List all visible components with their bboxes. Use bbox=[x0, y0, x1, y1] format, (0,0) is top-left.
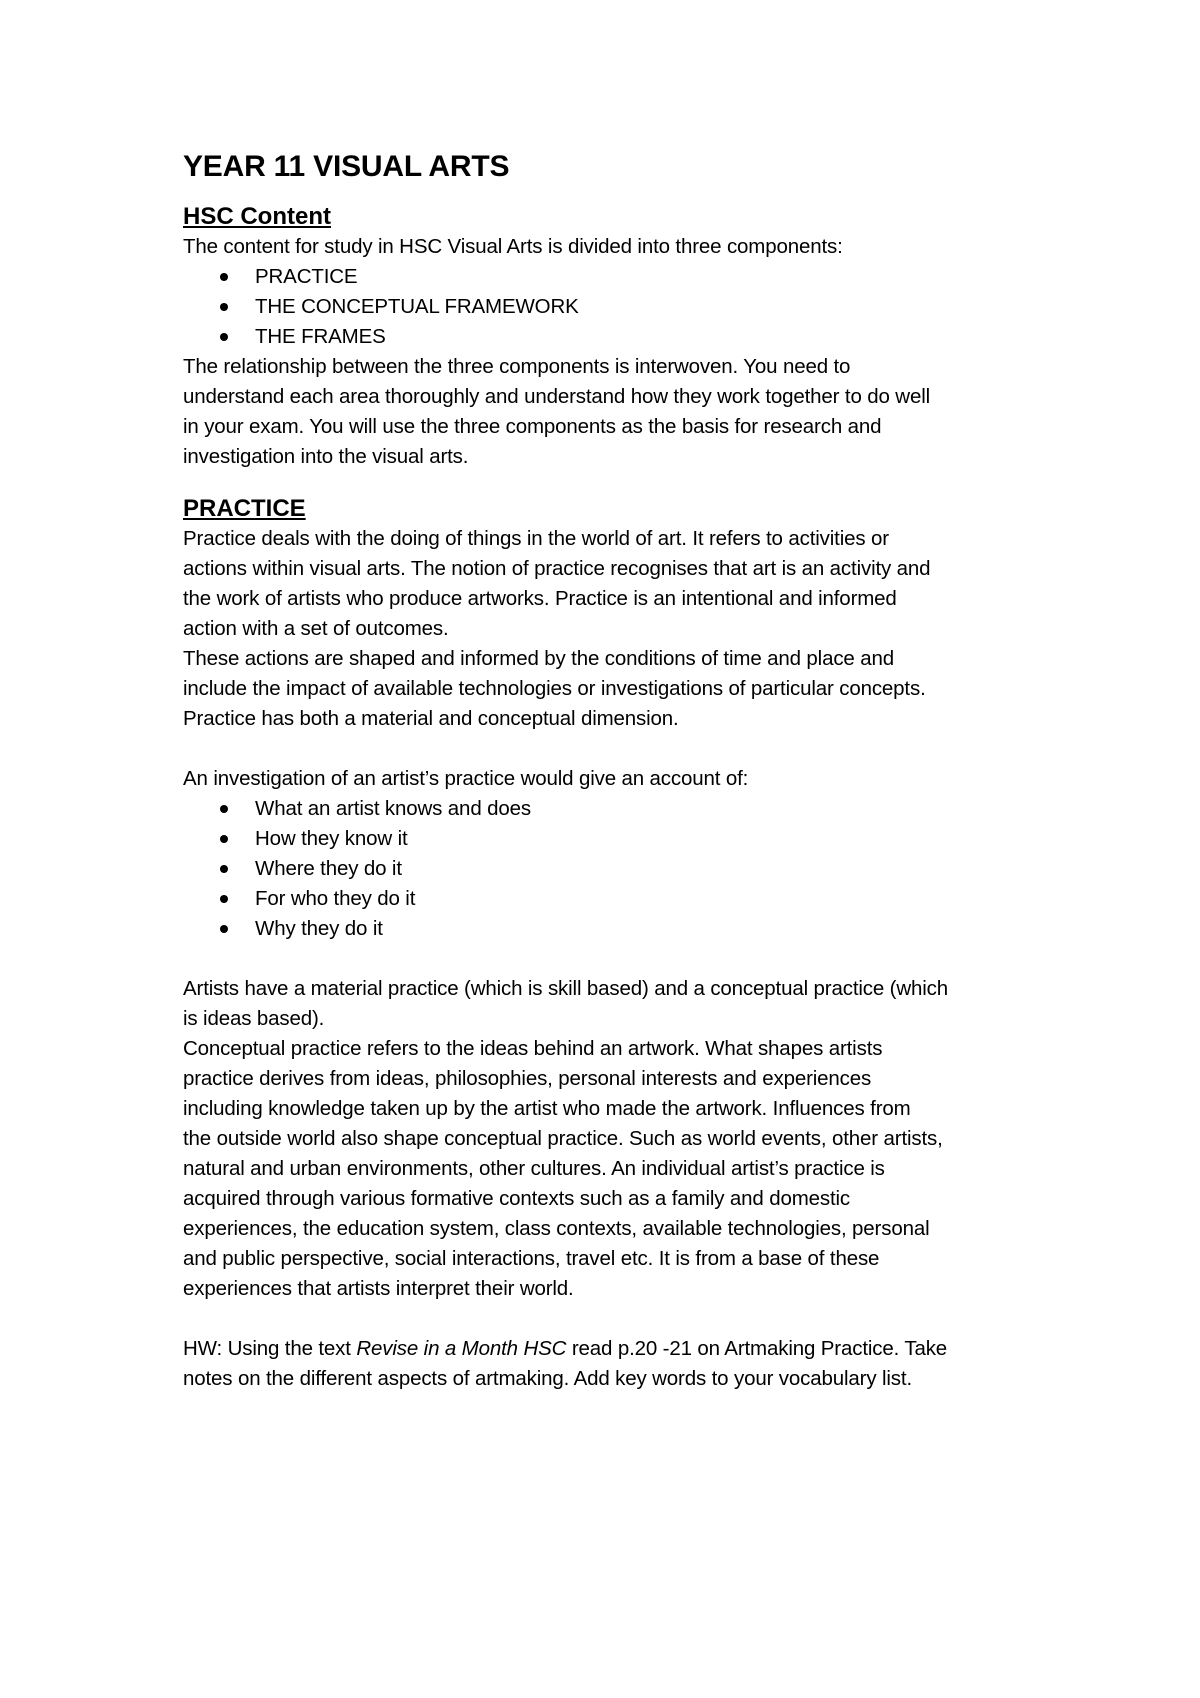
text-line: practice derives from ideas, philosophies, personal interests and experiences bbox=[183, 1067, 872, 1090]
text-line: acquired through various formative contexts such as a family and domestic bbox=[183, 1187, 851, 1210]
practice-paragraph-3 bbox=[183, 974, 1083, 1034]
text-line: Conceptual practice refers to the ideas behind an artwork. What shapes artists bbox=[183, 1037, 883, 1060]
list-item: THE CONCEPTUAL FRAMEWORK bbox=[183, 292, 1083, 322]
text-line: natural and urban environments, other cultures. An individual artist’s practice is bbox=[183, 1157, 885, 1180]
text-line: the work of artists who produce artworks. Practice is an intentional and informed bbox=[183, 587, 897, 610]
text-line: actions within visual arts. The notion of practice recognises that art is an activity and bbox=[183, 557, 931, 580]
list-item: THE FRAMES bbox=[183, 322, 1083, 352]
homework-section bbox=[183, 1334, 1083, 1394]
list-item: Where they do it bbox=[183, 854, 1083, 884]
practice-paragraph-1 bbox=[183, 524, 1083, 644]
practice-section bbox=[183, 494, 1083, 1304]
list-item: How they know it bbox=[183, 824, 1083, 854]
book-title: Revise in a Month HSC bbox=[356, 1337, 567, 1360]
text-line: notes on the different aspects of artmaking. Add key words to your vocabulary list. bbox=[183, 1367, 912, 1390]
text-line: These actions are shaped and informed by the conditions of time and place and bbox=[183, 647, 894, 670]
document-page bbox=[183, 150, 1083, 1394]
list-item: For who they do it bbox=[183, 884, 1083, 914]
text-line: in your exam. You will use the three components as the basis for research and bbox=[183, 415, 882, 438]
investigation-intro: An investigation of an artist’s practice would give an account of: bbox=[183, 767, 749, 790]
text-line bbox=[183, 1334, 1083, 1364]
text-line: experiences that artists interpret their world. bbox=[183, 1277, 574, 1300]
hsc-content-section bbox=[183, 202, 1083, 472]
page-title: YEAR 11 VISUAL ARTS bbox=[183, 150, 510, 183]
list-item: What an artist knows and does bbox=[183, 794, 1083, 824]
list-item: Why they do it bbox=[183, 914, 1083, 944]
text-line: Practice has both a material and conceptual dimension. bbox=[183, 707, 679, 730]
text-line: and public perspective, social interactions, travel etc. It is from a base of these bbox=[183, 1247, 880, 1270]
text-line: include the impact of available technologies or investigations of particular concepts. bbox=[183, 677, 926, 700]
hsc-content-heading: HSC Content bbox=[183, 203, 331, 230]
list-item: PRACTICE bbox=[183, 262, 1083, 292]
text-line: Practice deals with the doing of things in the world of art. It refers to activities or bbox=[183, 527, 889, 550]
components-list bbox=[183, 262, 1083, 352]
text-line: including knowledge taken up by the artist who made the artwork. Influences from bbox=[183, 1097, 911, 1120]
text-line: is ideas based). bbox=[183, 1007, 325, 1030]
hsc-intro: The content for study in HSC Visual Arts is divided into three components: bbox=[183, 235, 843, 258]
text-line: Artists have a material practice (which is skill based) and a conceptual practice (which bbox=[183, 977, 948, 1000]
practice-paragraph-4 bbox=[183, 1034, 1083, 1304]
text-line: understand each area thoroughly and understand how they work together to do well bbox=[183, 385, 931, 408]
text-line: investigation into the visual arts. bbox=[183, 445, 469, 468]
homework-prefix: HW: Using the text bbox=[183, 1337, 357, 1360]
investigation-list bbox=[183, 794, 1083, 944]
practice-paragraph-2 bbox=[183, 644, 1083, 734]
text-line: action with a set of outcomes. bbox=[183, 617, 449, 640]
homework-paragraph bbox=[183, 1334, 1083, 1394]
text-line: The relationship between the three components is interwoven. You need to bbox=[183, 355, 851, 378]
hsc-body-paragraph bbox=[183, 352, 1083, 472]
text-line: experiences, the education system, class contexts, available technologies, personal bbox=[183, 1217, 930, 1240]
homework-suffix: read p.20 -21 on Artmaking Practice. Take bbox=[566, 1337, 948, 1360]
practice-heading: PRACTICE bbox=[183, 495, 306, 522]
text-line: the outside world also shape conceptual practice. Such as world events, other artists, bbox=[183, 1127, 943, 1150]
